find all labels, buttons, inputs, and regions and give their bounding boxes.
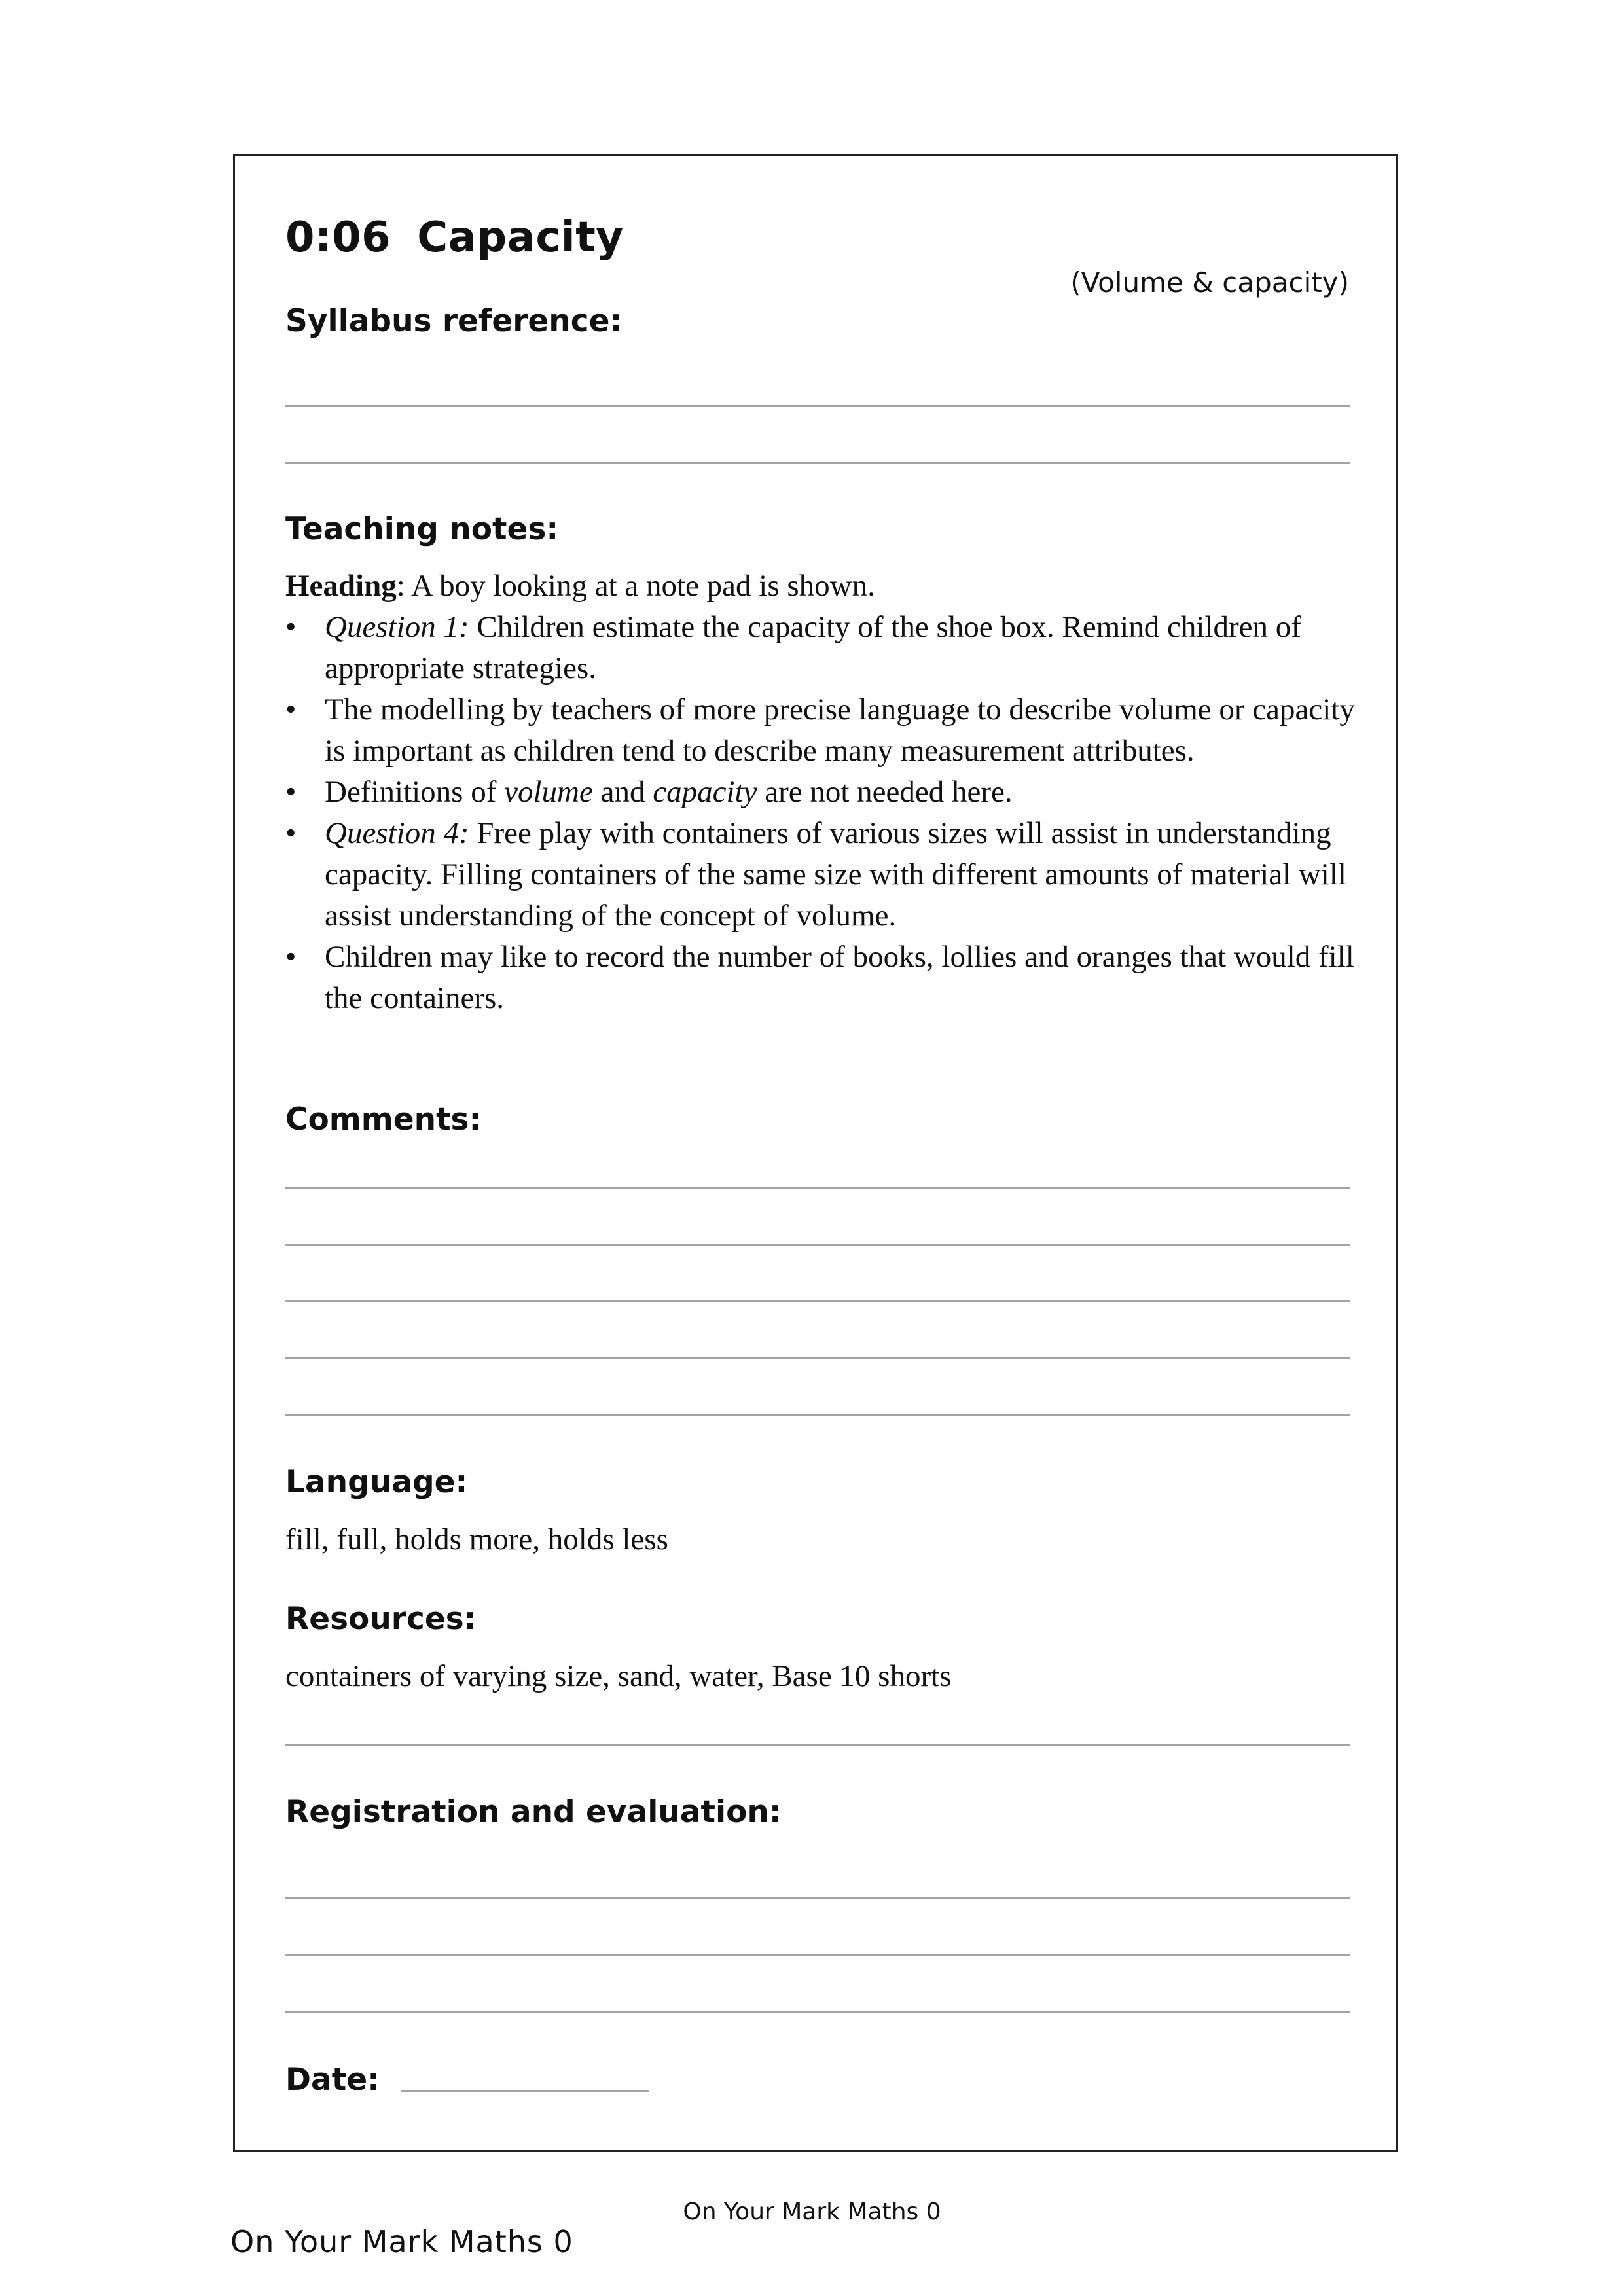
comments-line-3 bbox=[285, 1300, 1350, 1302]
notes-heading-line bbox=[285, 565, 1365, 607]
language-heading: Language: bbox=[285, 1464, 468, 1500]
footer-center: On Your Mark Maths 0 bbox=[683, 2198, 941, 2225]
comments-line-5 bbox=[285, 1414, 1350, 1416]
note-text: The modelling by teachers of more precise language to describe volume or capacity is important as children tend to describe many measurement attributes. bbox=[325, 692, 1355, 768]
list-item bbox=[285, 689, 1365, 772]
syllabus-line-1 bbox=[285, 405, 1350, 407]
syllabus-line-2 bbox=[285, 462, 1350, 464]
resources-heading: Resources: bbox=[285, 1601, 477, 1637]
date-line bbox=[401, 2090, 649, 2092]
note-text: Children may like to record the number of books, lollies and oranges that would fill the containers. bbox=[325, 940, 1354, 1015]
resources-line bbox=[285, 1744, 1350, 1746]
note-text: Definitions of bbox=[325, 775, 505, 809]
notes-heading-text: : A boy looking at a note pad is shown. bbox=[396, 569, 875, 603]
bullet-glyph: • bbox=[285, 816, 297, 850]
strand-label: (Volume & capacity) bbox=[1070, 266, 1349, 298]
note-text: Free play with containers of various sizes will assist in understanding capacity. Filling containers of the same size with different amounts of material will assist understanding of the concept of volume. bbox=[325, 816, 1346, 933]
note-text: are not needed here. bbox=[757, 775, 1013, 809]
date-heading: Date: bbox=[285, 2062, 380, 2098]
list-item bbox=[285, 607, 1365, 689]
bullet-glyph: • bbox=[285, 610, 297, 644]
comments-line-4 bbox=[285, 1357, 1350, 1359]
language-text: fill, full, holds more, holds less bbox=[285, 1522, 668, 1556]
lesson-name: Capacity bbox=[417, 213, 624, 262]
bullet-glyph: • bbox=[285, 940, 297, 974]
note-text: and bbox=[592, 775, 653, 809]
question-1-label: Question 1: bbox=[325, 610, 469, 644]
teaching-notes-heading: Teaching notes: bbox=[285, 511, 559, 547]
syllabus-heading: Syllabus reference: bbox=[285, 303, 623, 339]
registration-line-2 bbox=[285, 1954, 1350, 1956]
comments-line-2 bbox=[285, 1244, 1350, 1246]
notes-heading-label: Heading bbox=[285, 569, 397, 603]
lesson-title bbox=[285, 209, 624, 266]
comments-heading: Comments: bbox=[285, 1102, 482, 1138]
registration-line-3 bbox=[285, 2011, 1350, 2013]
term-capacity: capacity bbox=[653, 775, 757, 809]
note-text: Children estimate the capacity of the shoe box. Remind children of appropriate strategies. bbox=[325, 610, 1301, 685]
resources-text: containers of varying size, sand, water, Base 10 shorts bbox=[285, 1659, 952, 1693]
page-frame bbox=[233, 154, 1398, 2152]
bullet-glyph: • bbox=[285, 775, 297, 809]
comments-line-1 bbox=[285, 1187, 1350, 1189]
registration-line-1 bbox=[285, 1897, 1350, 1899]
bullet-glyph: • bbox=[285, 692, 297, 726]
list-item bbox=[285, 937, 1365, 1019]
teaching-notes bbox=[285, 565, 1365, 1019]
question-4-label: Question 4: bbox=[325, 816, 469, 850]
lesson-number: 0:06 bbox=[285, 213, 391, 262]
registration-heading: Registration and evaluation: bbox=[285, 1794, 782, 1830]
footer-left: On Your Mark Maths 0 bbox=[230, 2224, 573, 2259]
list-item bbox=[285, 772, 1365, 813]
notes-list bbox=[285, 607, 1365, 1019]
term-volume: volume bbox=[504, 775, 593, 809]
list-item bbox=[285, 813, 1365, 937]
